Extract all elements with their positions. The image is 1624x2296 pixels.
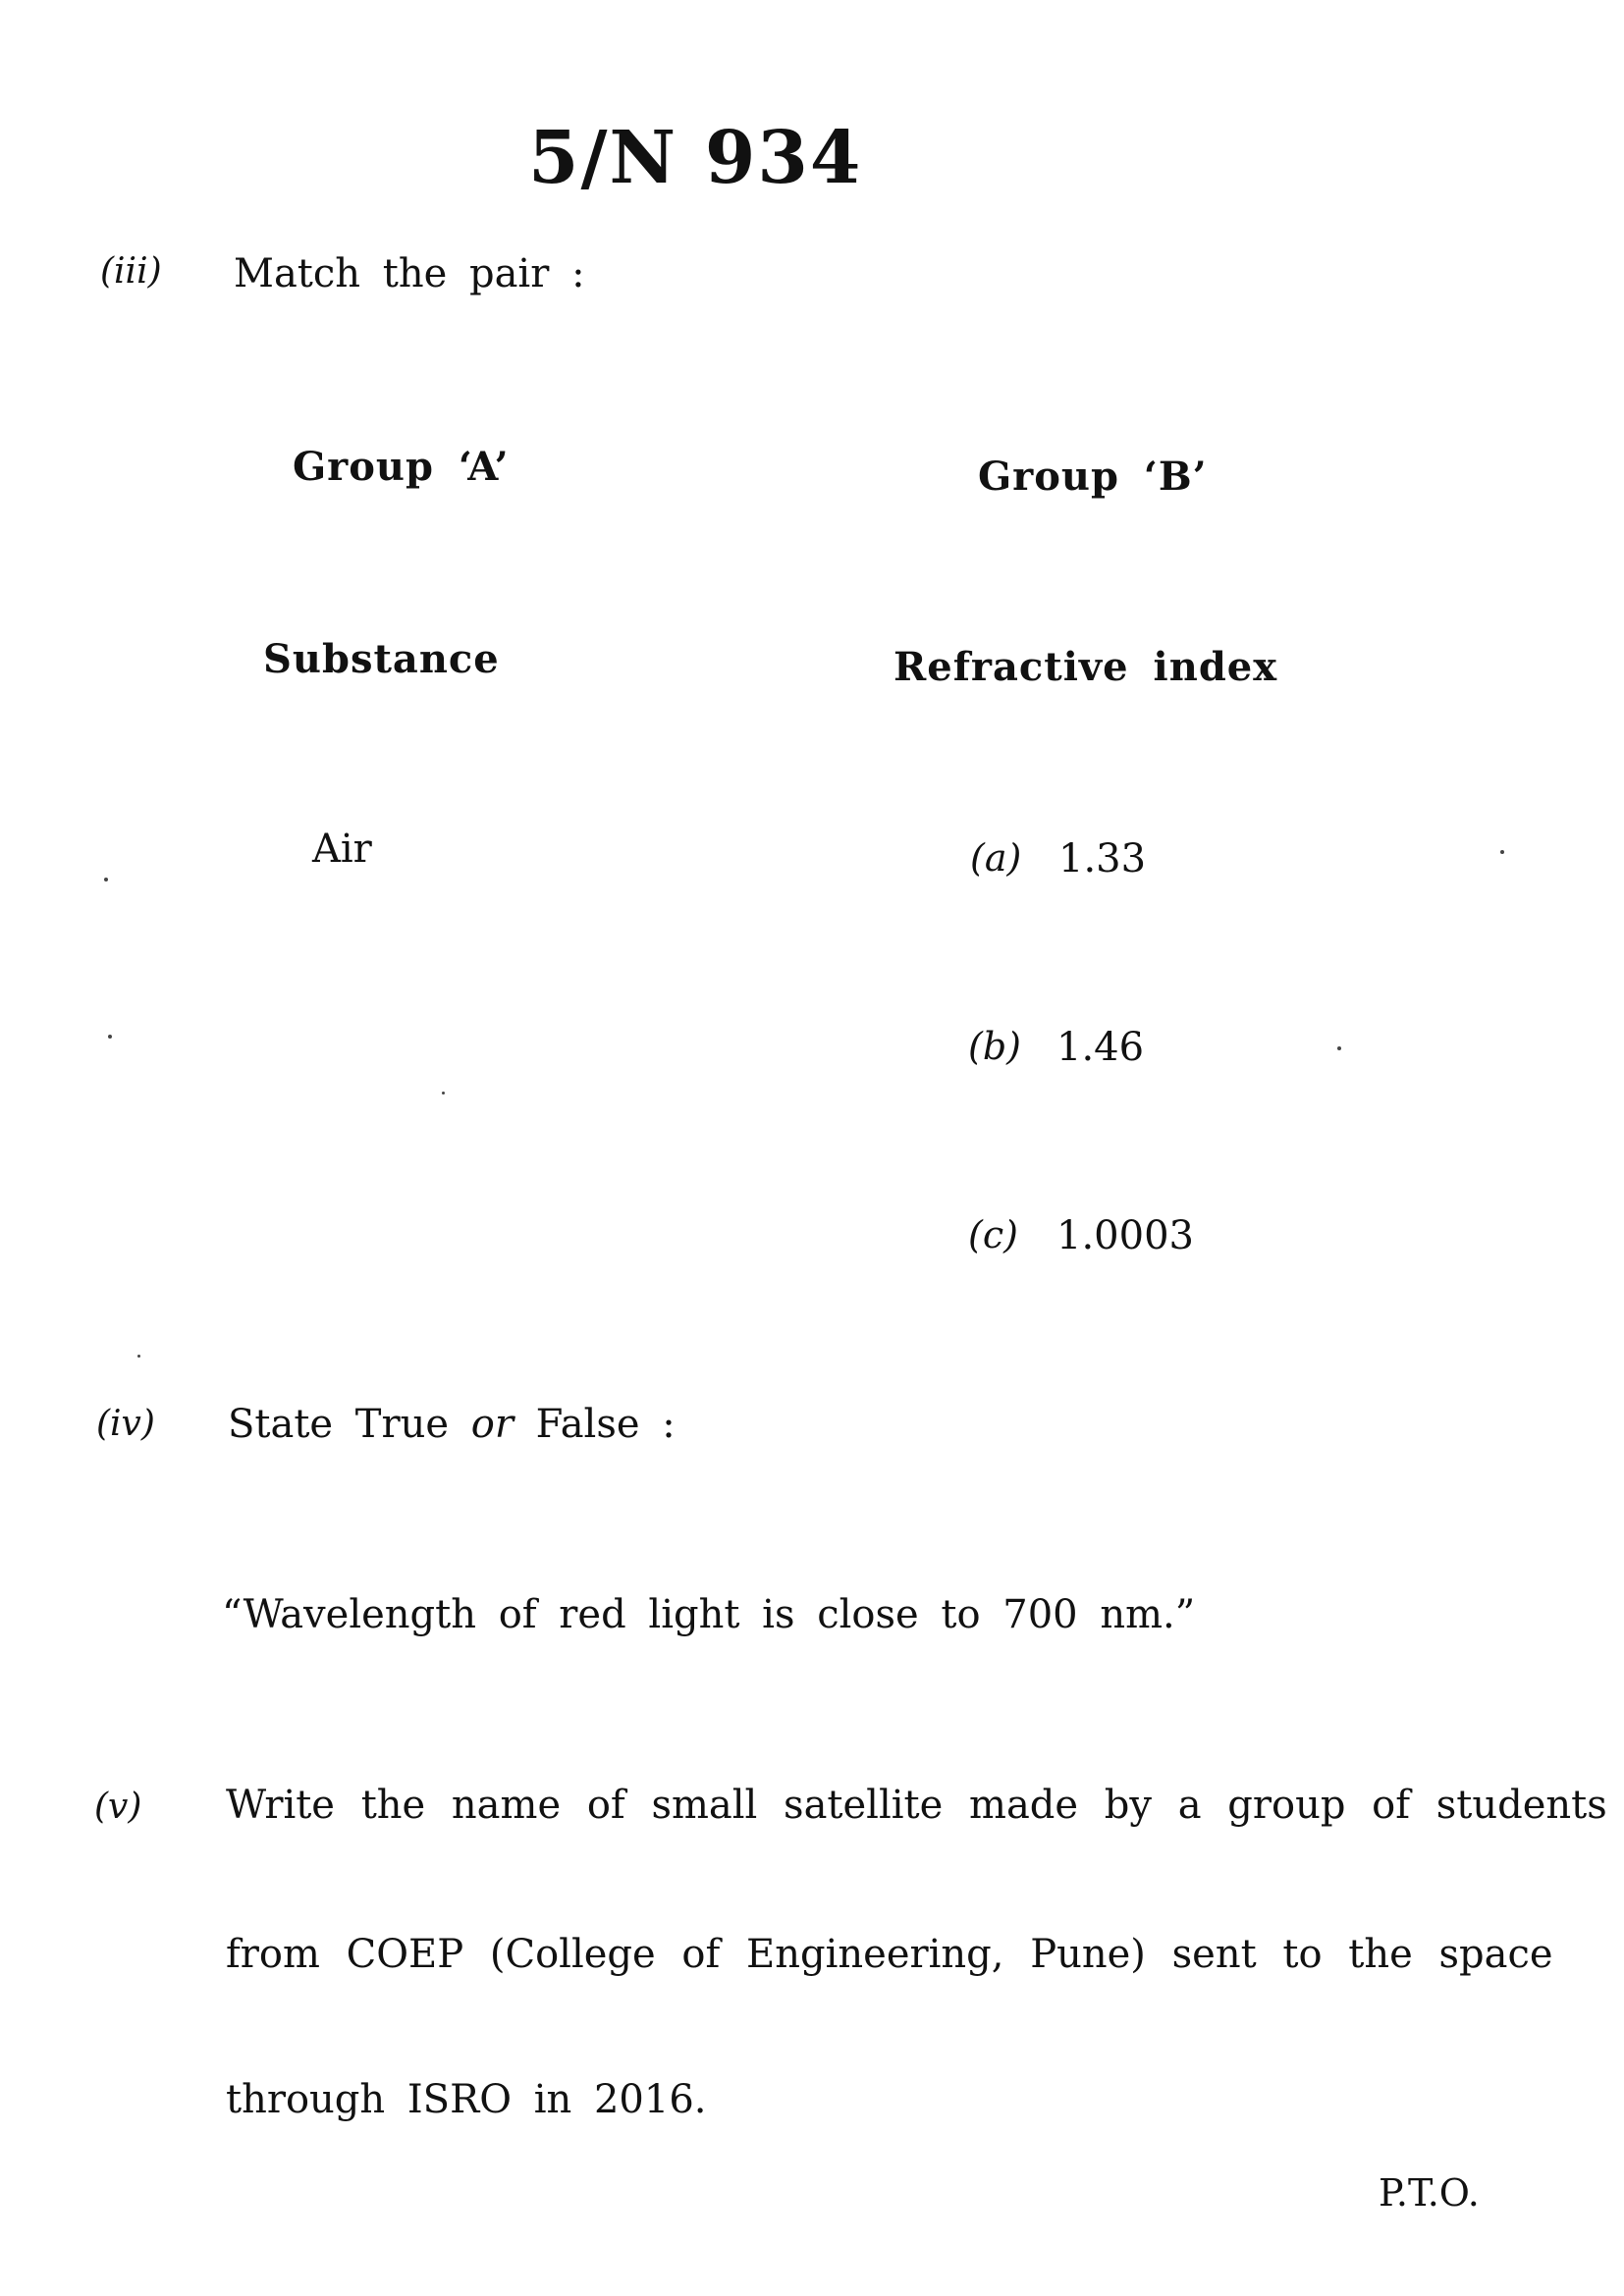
group-a-item-air: Air <box>312 827 372 872</box>
option-a-value: 1.33 <box>1058 836 1147 881</box>
question-iv-prompt-or: or <box>470 1402 514 1447</box>
group-a-subheading: Substance <box>263 636 500 682</box>
option-b-value: 1.46 <box>1056 1025 1145 1070</box>
question-v-line-2: from COEP (College of Engineering, Pune) sent to the space <box>226 1932 1553 1977</box>
option-c-value: 1.0003 <box>1056 1213 1194 1258</box>
question-number-v: (v) <box>94 1787 142 1827</box>
question-v-line-1: Write the name of small satellite made by a group of students <box>226 1783 1607 1828</box>
scan-speck <box>442 1092 445 1095</box>
question-number-iv: (iv) <box>96 1404 155 1444</box>
question-iv-prompt-lead: State True <box>228 1402 471 1447</box>
scan-speck <box>104 878 108 881</box>
group-b-subheading: Refractive index <box>893 644 1278 690</box>
page-turn-over: P.T.O. <box>1379 2171 1480 2215</box>
scan-speck <box>108 1035 112 1039</box>
scan-speck <box>1337 1046 1341 1050</box>
question-iii-prompt: Match the pair : <box>234 251 585 296</box>
page-code: 5/N 934 <box>528 116 863 200</box>
option-b-letter: (b) <box>968 1025 1021 1068</box>
question-v-line-3: through ISRO in 2016. <box>226 2077 707 2122</box>
question-iv-prompt-tail: False : <box>513 1402 676 1447</box>
option-a-letter: (a) <box>970 836 1022 880</box>
question-iv-statement: “Wavelength of red light is close to 700 nm.” <box>222 1592 1196 1637</box>
question-iv-prompt <box>228 1402 676 1447</box>
group-b-heading: Group ‘B’ <box>978 454 1208 500</box>
scan-speck <box>1500 850 1504 854</box>
option-c-letter: (c) <box>968 1213 1018 1256</box>
group-a-heading: Group ‘A’ <box>293 444 510 490</box>
scan-speck <box>137 1355 140 1358</box>
question-number-iii: (iii) <box>100 251 162 292</box>
